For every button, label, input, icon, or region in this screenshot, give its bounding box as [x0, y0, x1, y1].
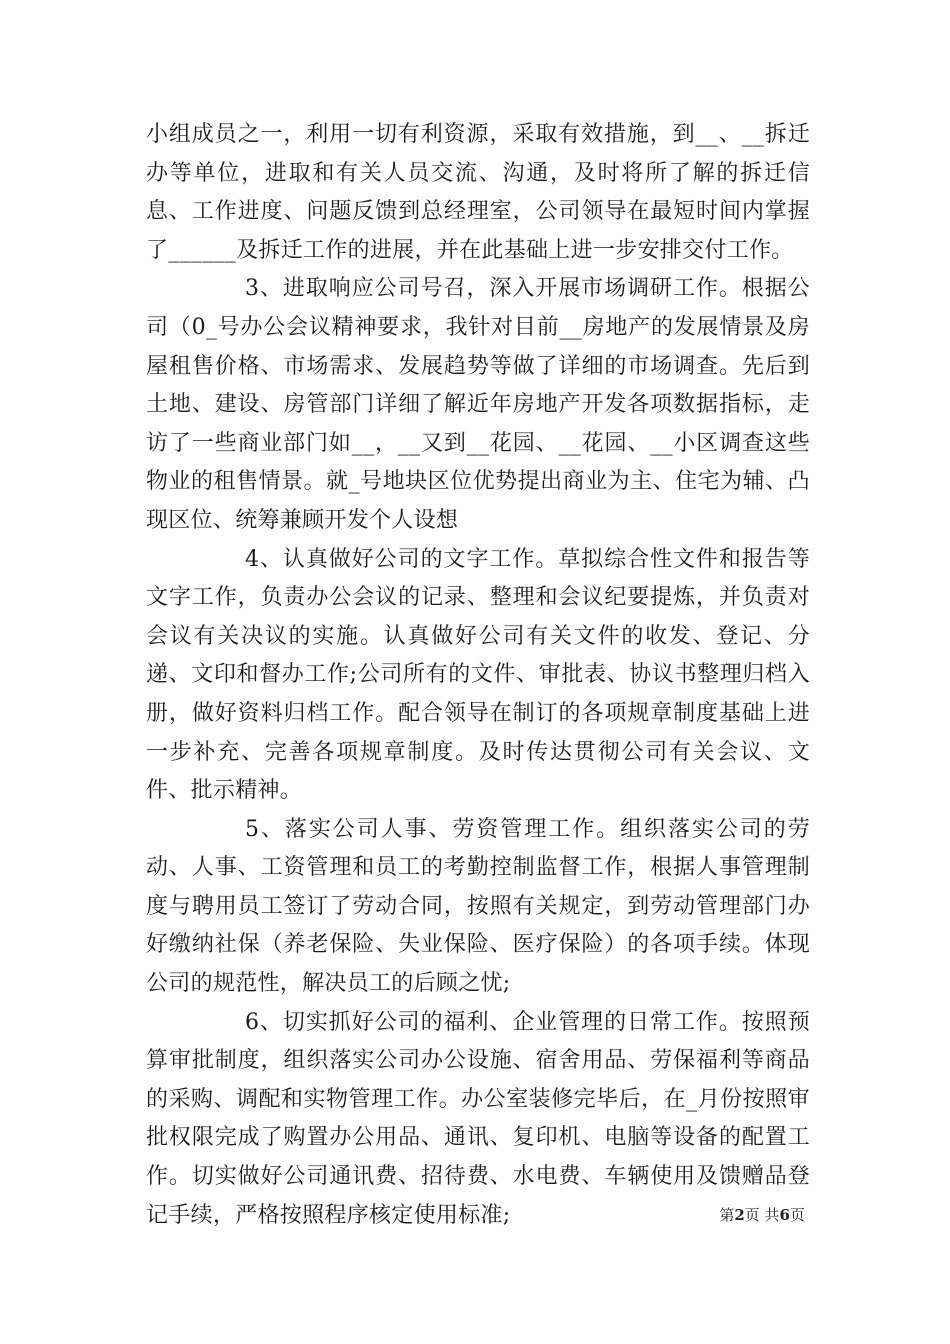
document-body	[146, 116, 810, 1235]
current-page-number: 2	[734, 1206, 745, 1224]
total-pages-number: 6	[779, 1206, 790, 1224]
page-number-prefix: 第	[719, 1206, 735, 1224]
paragraph: 小组成员之一，利用一切有利资源，采取有效措施，到__、__拆迁办等单位，进取和有关人员交流、沟通，及时将所了解的拆迁信息、工作进度、问题反馈到总经理室，公司领导在最短时间内掌握了______及拆迁工作的进展，并在此基础上进一步安排交付工作。	[146, 122, 810, 263]
page-number-middle: 页 共	[744, 1206, 780, 1224]
paragraph-item-5: 5、落实公司人事、劳资管理工作。组织落实公司的劳动、人事、工资管理和员工的考勤控制监督工作，根据人事管理制度与聘用员工签订了劳动合同，按照有关规定，到劳动管理部门办好缴纳社保（养老保险、失业保险、医疗保险）的各项手续。体现公司的规范性，解决员工的后顾之忧;	[146, 816, 810, 997]
page-number-suffix: 页	[789, 1206, 805, 1224]
page-number-footer	[719, 1205, 805, 1225]
paragraph-item-6: 6、切实抓好公司的福利、企业管理的日常工作。按照预算审批制度，组织落实公司办公设施、宿舍用品、劳保福利等商品的采购、调配和实物管理工作。办公室装修完毕后，在_月份按照审批权限完成了购置办公用品、通讯、复印机、电脑等设备的配置工作。切实做好公司通讯费、招待费、水电费、车辆使用及馈赠品登记手续，严格按照程序核定使用标准;	[146, 1009, 810, 1228]
paragraph-item-4: 4、认真做好公司的文字工作。草拟综合性文件和报告等文字工作，负责办公会议的记录、整理和会议纪要提炼，并负责对会议有关决议的实施。认真做好公司有关文件的收发、登记、分递、文印和督办工作;公司所有的文件、审批表、协议书整理归档入册，做好资料归档工作。配合领导在制订的各项规章制度基础上进一步补充、完善各项规章制度。及时传达贯彻公司有关会议、文件、批示精神。	[146, 546, 810, 804]
paragraph-item-3: 3、进取响应公司号召，深入开展市场调研工作。根据公司（0_号办公会议精神要求，我针对目前__房地产的发展情景及房屋租售价格、市场需求、发展趋势等做了详细的市场调查。先后到土地、建设、房管部门详细了解近年房地产开发各项数据指标，走访了一些商业部门如__，__又到__花园、__花园、__小区调查这些物业的租售情景。就_号地块区位优势提出商业为主、住宅为辅、凸现区位、统筹兼顾开发个人设想	[146, 276, 810, 533]
